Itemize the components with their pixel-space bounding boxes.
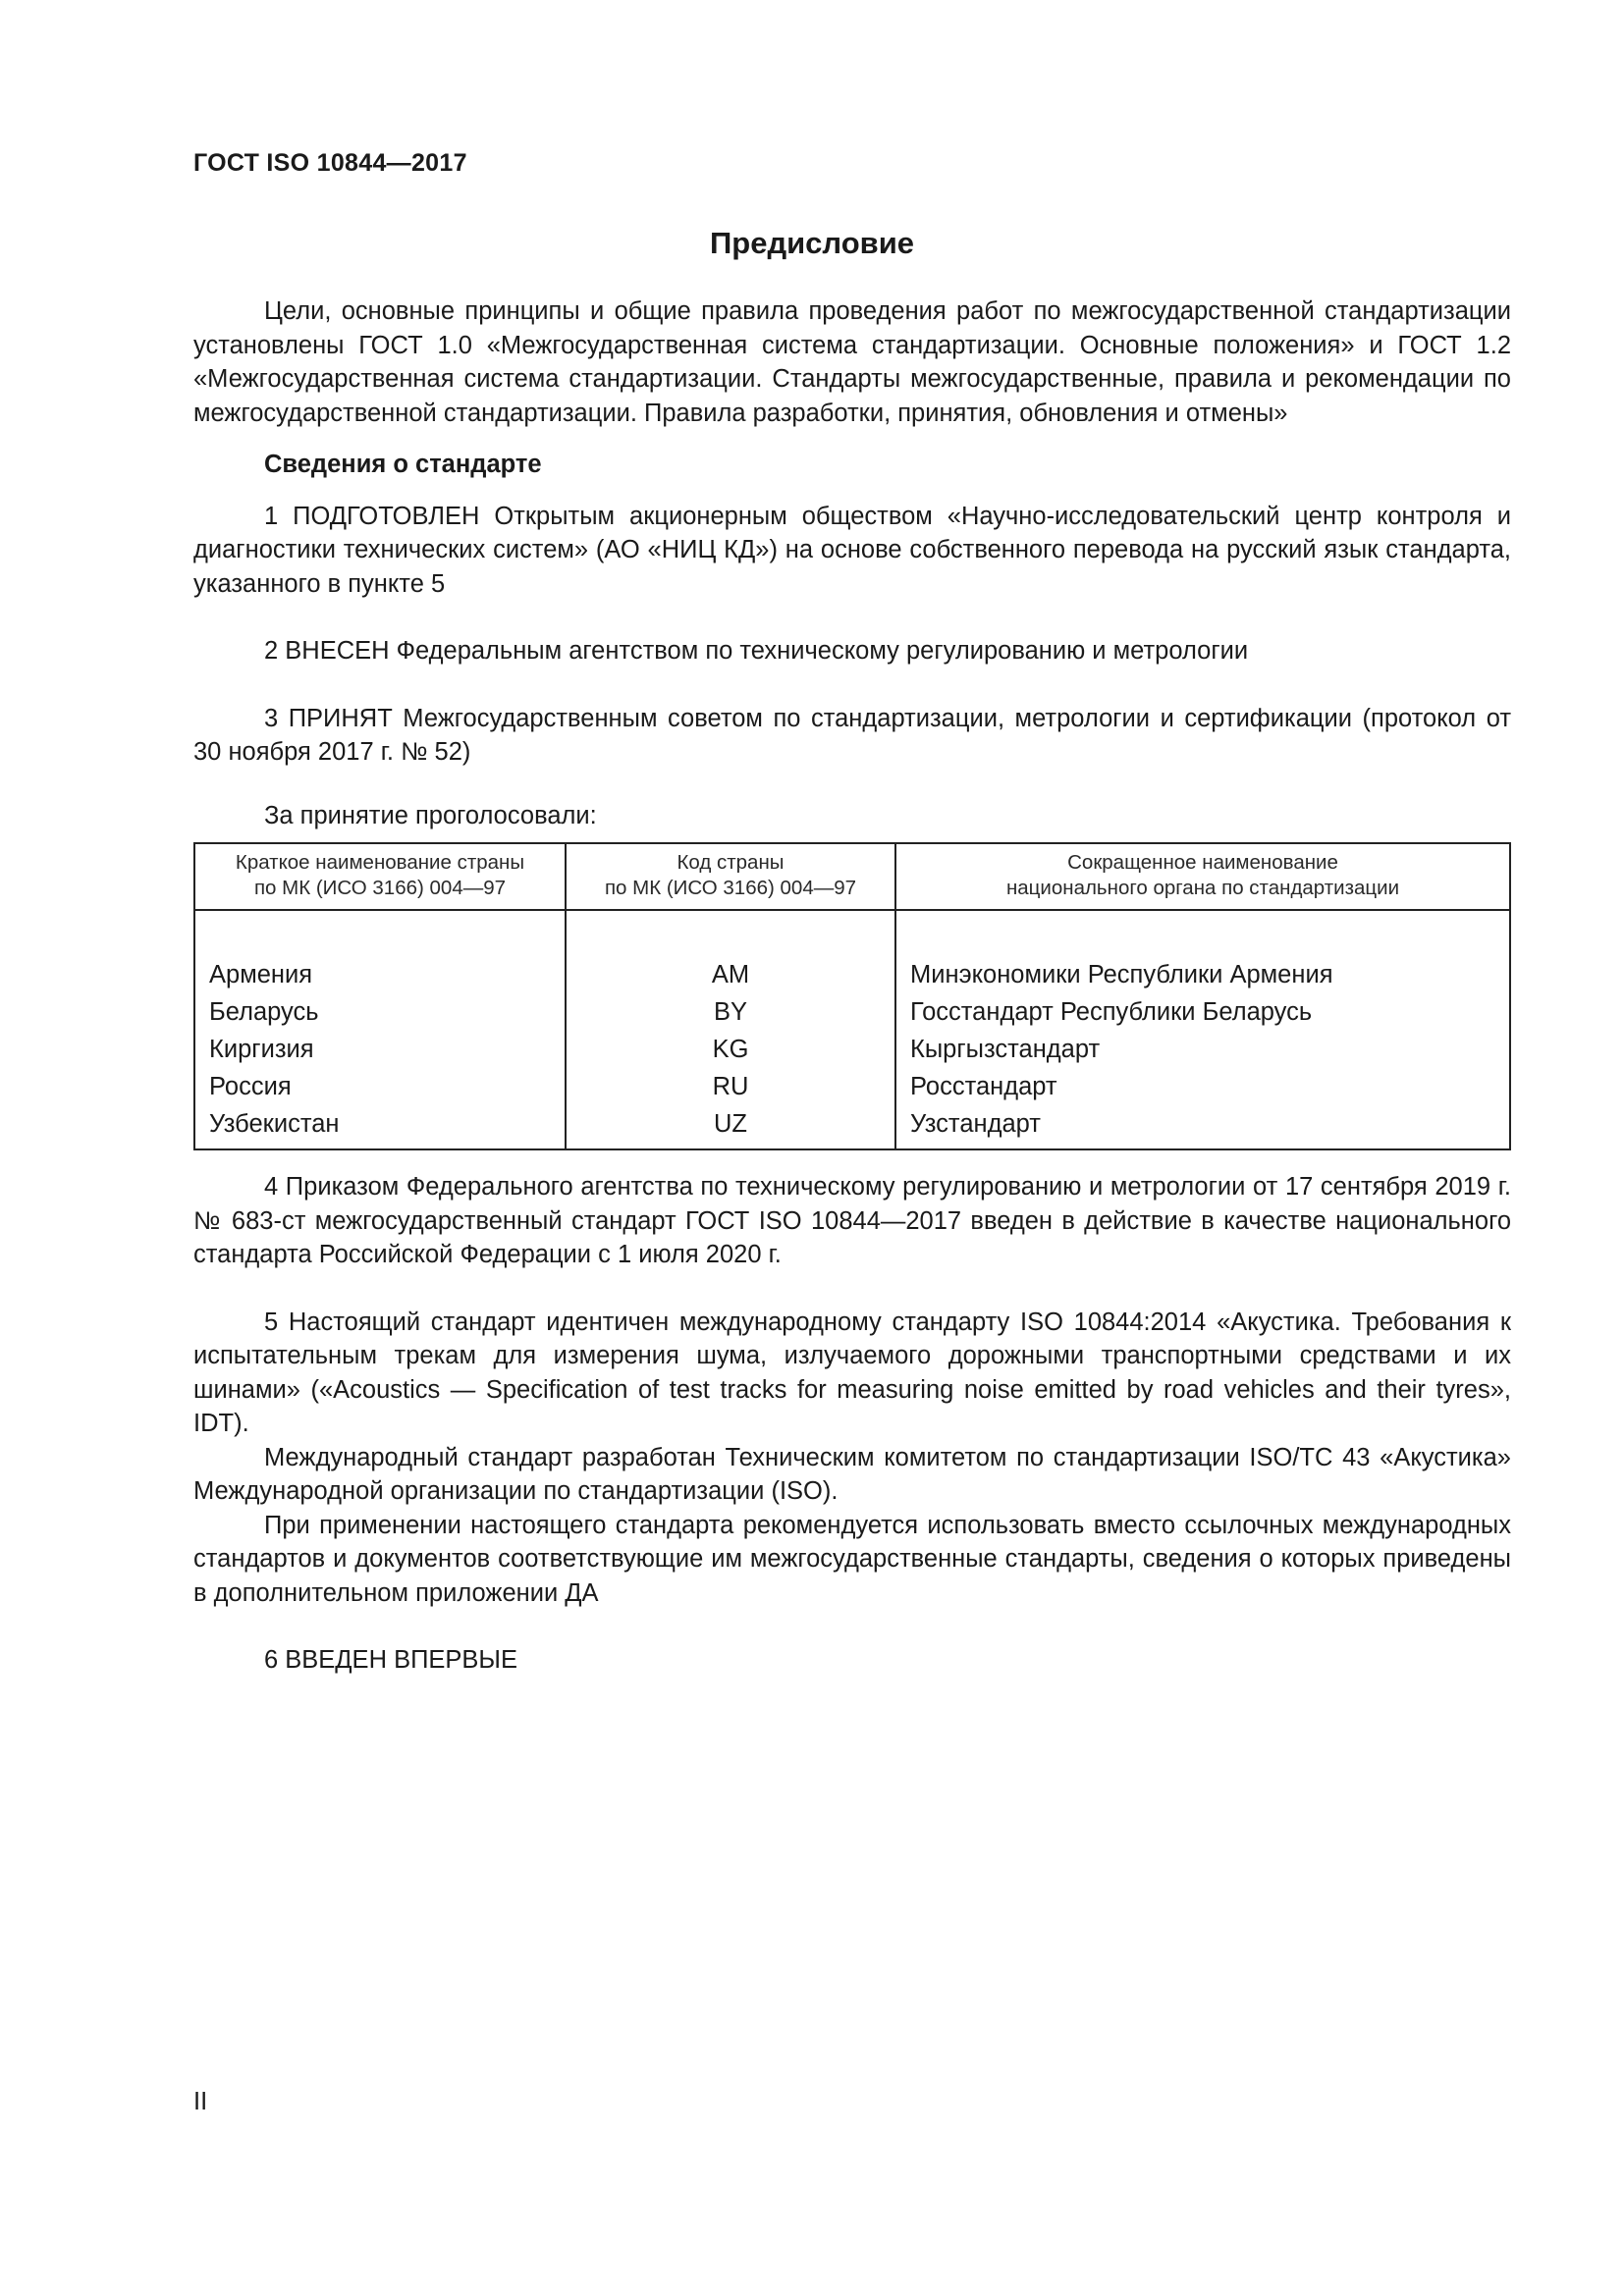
- cell-code: UZ: [566, 1105, 895, 1149]
- table-header-row: [194, 843, 1510, 910]
- table-row: [194, 948, 1510, 993]
- item-5-usage-paragraph: При применении настоящего стандарта рекомендуется использовать вместо ссылочных международных стандартов и документов соответствующие им межгосударственные стандарты, сведения о которых приведены в дополнительном приложении ДА: [193, 1511, 1511, 1607]
- table-row: [194, 993, 1510, 1031]
- document-code: ГОСТ ISO 10844—2017: [193, 149, 467, 177]
- cell-code: AM: [566, 948, 895, 993]
- cell-code: RU: [566, 1068, 895, 1105]
- cell-body: Минэкономики Республики Армения: [895, 948, 1510, 993]
- item-6-paragraph: 6 ВВЕДЕН ВПЕРВЫЕ: [264, 1646, 518, 1674]
- page-title: Предисловие: [709, 226, 914, 260]
- cell-country: Киргизия: [209, 1036, 314, 1063]
- cell-country: Узбекистан: [209, 1110, 340, 1138]
- cell-country: Беларусь: [209, 998, 319, 1026]
- intro-paragraph: Цели, основные принципы и общие правила проведения работ по межгосударственной стандартизации установлены ГОСТ 1.0 «Межгосударственная система стандартизации. Основные положения» и ГОСТ 1.2 «Межгосударственная система стандартизации. Стандарты межгосударственные, правила и рекомендации по межгосударственной стандартизации. Правила разработки, принятия, обновления и отмены»: [193, 297, 1511, 427]
- page-number: II: [193, 2088, 208, 2115]
- cell-body: Узстандарт: [895, 1105, 1510, 1149]
- cell-body: Госстандарт Республики Беларусь: [895, 993, 1510, 1031]
- table-row: [194, 1068, 1510, 1105]
- item-5-committee-paragraph: Международный стандарт разработан Техническим комитетом по стандартизации ISO/TC 43 «Акустика» Международной организации по стандартизации (ISO).: [193, 1443, 1511, 1505]
- cell-code: KG: [566, 1031, 895, 1068]
- cell-body: Кыргызстандарт: [895, 1031, 1510, 1068]
- cell-country: Армения: [209, 961, 313, 988]
- header-country-code: Код страны по МК (ИСО 3166) 004—97: [566, 843, 895, 910]
- item-4-paragraph: 4 Приказом Федерального агентства по техническому регулированию и метрологии от 17 сентября 2019 г. № 683-ст межгосударственный стандарт ГОСТ ISO 10844—2017 введен в действие в качестве национального стандарта Российской Федерации с 1 июля 2020 г.: [193, 1173, 1511, 1268]
- item-5-paragraph: 5 Настоящий стандарт идентичен международному стандарту ISO 10844:2014 «Акустика. Требования к испытательным трекам для измерения шума, излучаемого дорожными транспортными средствами и их шинами» («Acoustics — Specification of test tracks for measuring noise emitted by road vehicles and their tyres», IDT).: [193, 1308, 1511, 1437]
- member-states-table: [193, 842, 1511, 1150]
- item-1-paragraph: 1 ПОДГОТОВЛЕН Открытым акционерным обществом «Научно-исследовательский центр контроля и диагностики технических систем» (АО «НИЦ КД») на основе собственного перевода на русский язык стандарта, указанного в пункте 5: [193, 502, 1511, 598]
- table-row: [194, 1031, 1510, 1068]
- item-3-paragraph: 3 ПРИНЯТ Межгосударственным советом по стандартизации, метрологии и сертификации (протокол от 30 ноября 2017 г. № 52): [193, 704, 1511, 766]
- header-separator: [194, 910, 1510, 948]
- item-2-paragraph: 2 ВНЕСЕН Федеральным агентством по техническому регулированию и метрологии: [264, 637, 1249, 665]
- info-heading: Сведения о стандарте: [264, 451, 542, 478]
- cell-body: Росстандарт: [895, 1068, 1510, 1105]
- foreword-content: [193, 294, 1511, 1678]
- header-national-body: Сокращенное наименование национального органа по стандартизации: [895, 843, 1510, 910]
- cell-country: Россия: [209, 1073, 292, 1100]
- cell-code: BY: [566, 993, 895, 1031]
- voted-label: За принятие проголосовали:: [264, 801, 597, 829]
- table-row: [194, 1105, 1510, 1149]
- header-country-name: Краткое наименование страны по МК (ИСО 3166) 004—97: [194, 843, 566, 910]
